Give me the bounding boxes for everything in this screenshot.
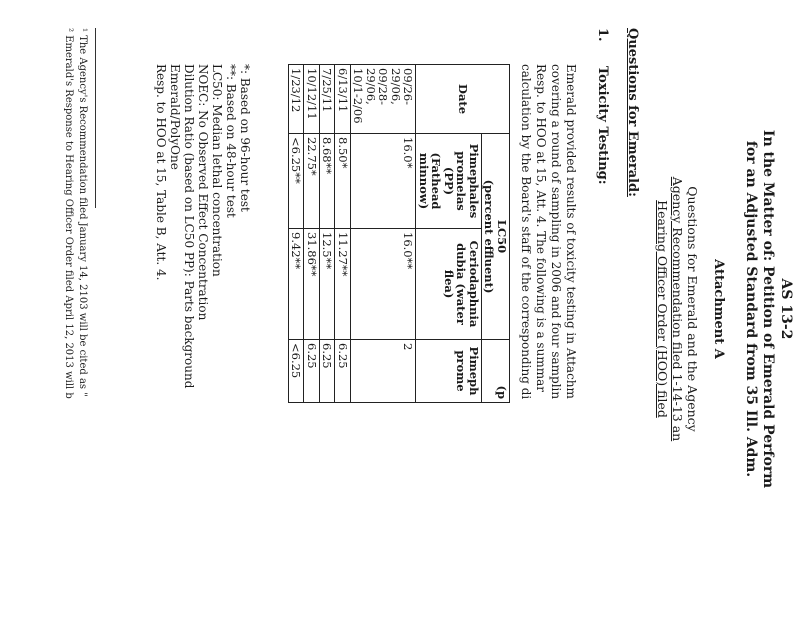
col-pp2-header: Pimeph prome: [416, 340, 482, 403]
cell-pp2: 2: [351, 340, 417, 403]
lc50-table: [288, 64, 510, 403]
paragraph-line: Emerald provided results of toxicity testing in Attachm: [564, 64, 578, 399]
questions-heading: Questions for Emerald:: [625, 28, 640, 197]
cell-cd: 9.42**: [289, 229, 305, 340]
cell-cd: 11.27**: [335, 229, 351, 340]
cell-date: 09/26-29/06, 09/28-29/06, 10/1-2/06: [351, 65, 417, 134]
cell-date: 1/23/12: [289, 65, 305, 134]
cell-pp: 8.50*: [335, 134, 351, 229]
footnote: ² Emerald's Response to Hearing Officer Order filed April 12, 2013 will b: [63, 28, 74, 399]
cell-pp: 16.0*: [351, 134, 417, 229]
cell-pp2: 6.25: [335, 340, 351, 403]
lc50-label: LC50: [495, 219, 509, 254]
footnote-rule: [95, 28, 96, 208]
cell-cd: 16.0**: [351, 229, 417, 340]
lc50-sublabel: (percent effluent): [482, 179, 497, 294]
table-note: Dilution Ratio (based on LC50 PP): Parts background: [182, 64, 196, 389]
paragraph-line: calculation by the Board's staff of the corresponding di: [519, 64, 533, 400]
table-row: [320, 65, 336, 403]
table-note: *: Based on 96-hour test: [238, 64, 252, 212]
cell-date: 6/13/11: [335, 65, 351, 134]
group-header-2: (p: [482, 340, 510, 403]
cell-cd: 12.5**: [320, 229, 336, 340]
case-code: AS 13-2: [778, 278, 794, 340]
attachment-line-3: Hearing Officer Order (HOO) filed: [655, 200, 670, 418]
cell-date: 10/12/11: [304, 65, 320, 134]
cell-pp2: <6.25: [289, 340, 305, 403]
cell-pp: 8.68**: [320, 134, 336, 229]
table-note: Emerald/PolyOne: [168, 64, 182, 170]
cell-pp: <6.25**: [289, 134, 305, 229]
lc50-group-header: [482, 134, 510, 340]
table-note: **: Based on 48-hour test: [224, 64, 238, 218]
attachment-title: Attachment A: [711, 259, 726, 359]
col-date-header: Date: [416, 65, 510, 134]
attachment-line-2: Agency Recommendation filed 1-14-13 an: [670, 176, 685, 442]
case-title-line-1: In the Matter of: Petition of Emerald Perform: [760, 129, 776, 489]
section-heading: [595, 28, 610, 185]
table-note: Resp. to HOO at 15, Table B, Att. 4.: [154, 64, 168, 281]
table-row: [304, 65, 320, 403]
section-title: Toxicity Testing:: [595, 66, 610, 185]
paragraph-line: Resp. to HOO at 15, Att. 4. The following is a summar: [534, 64, 548, 392]
cell-date: 7/25/11: [320, 65, 336, 134]
cell-cd: 31.86**: [304, 229, 320, 340]
table-row: [289, 65, 305, 403]
col-pp-header: Pimephales promelas (PP) (Fathead minnow): [416, 134, 482, 229]
table-row: [335, 65, 351, 403]
paragraph-line: covering a round of sampling in 2006 and four samplin: [549, 64, 563, 400]
cell-pp: 22.75*: [304, 134, 320, 229]
attachment-line-1: Questions for Emerald and the Agency: [685, 186, 700, 432]
footnote: ¹ The Agency's Recommendation filed January 14, 2103 will be cited as ": [77, 28, 88, 397]
case-title-line-2: for an Adjusted Standard from 35 Ill. Adm.: [743, 140, 759, 478]
table-note: LC50: Median lethal concentration: [210, 64, 224, 277]
table-note: NOEC: No Observed Effect Concentration: [196, 64, 210, 321]
cell-pp2: 6.25: [304, 340, 320, 403]
table-row: [351, 65, 417, 403]
cell-pp2: 6.25: [320, 340, 336, 403]
col-cd-header: Ceriodaphnia dubia (water flea): [416, 229, 482, 340]
section-number: 1.: [595, 28, 610, 42]
